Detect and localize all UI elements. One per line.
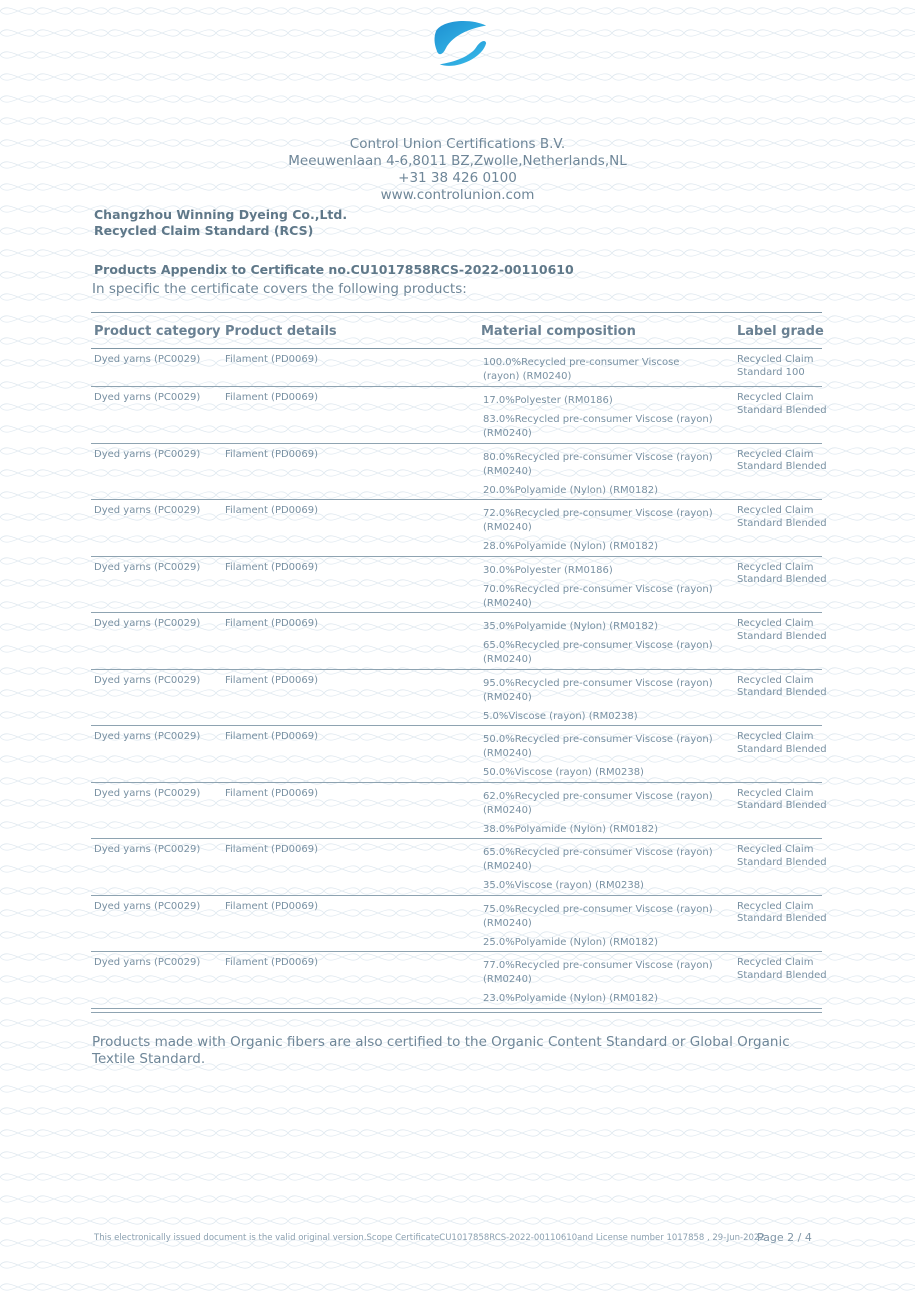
product-details-cell: Filament (PD0069) [225,787,319,799]
organic-note: Products made with Organic fibers are also certified to the Organic Content Standard or Global Organic Textile Standard. [92,1034,790,1067]
product-category-cell: Dyed yarns (PC0029) [94,618,201,629]
material-composition-cell [483,959,718,1011]
material-composition-cell [483,394,718,446]
header-material-composition: Material composition [481,324,636,339]
material-line: 65.0%Recycled pre-consumer Viscose (rayon) (RM0240) [483,640,713,665]
table-row [91,387,827,444]
product-category-cell: Dyed yarns (PC0029) [94,957,201,968]
product-details-cell: Filament (PD0069) [225,505,319,516]
material-line: 77.0%Recycled pre-consumer Viscose (rayon) (RM0240) [483,960,713,985]
company-name: Changzhou Winning Dyeing Co.,Ltd. [94,207,348,222]
material-line: 83.0%Recycled pre-consumer Viscose (rayon) (RM0240) [483,414,713,439]
material-line: 35.0%Polyamide (Nylon) (RM0182) [483,621,659,632]
label-grade-cell: Recycled Claim Standard Blended [737,731,827,755]
table-row [91,839,827,896]
company-block [94,207,347,239]
footer-validity-text: This electronically issued document is the valid original version.Scope CertificateCU1017858RCS-2022-00110610and License number 1017858 , 29-Jun-2022 [94,1233,765,1243]
table-row [91,557,827,614]
material-composition-cell [483,356,718,389]
material-line: 38.0%Polyamide (Nylon) (RM0182) [483,823,659,835]
product-details-cell: Filament (PD0069) [225,392,319,403]
product-category-cell: Dyed yarns (PC0029) [94,505,201,516]
products-table [91,312,827,1013]
product-details-cell: Filament (PD0069) [225,957,319,968]
table-row [91,783,827,840]
material-line: 100.0%Recycled pre-consumer Viscose (rayon) (RM0240) [483,357,680,382]
material-composition-cell [483,733,718,785]
material-line: 28.0%Polyamide (Nylon) (RM0182) [483,541,659,552]
product-category-cell: Dyed yarns (PC0029) [94,844,201,855]
header-product-category: Product category [94,324,221,339]
product-category-cell: Dyed yarns (PC0029) [94,900,201,912]
material-composition-cell [483,790,718,842]
label-grade-cell: Recycled Claim Standard Blended [737,448,827,472]
table-row [91,444,827,501]
material-line: 23.0%Polyamide (Nylon) (RM0182) [483,993,659,1004]
table-bottom-rule [91,1012,822,1013]
product-details-cell: Filament (PD0069) [225,354,319,365]
material-composition-cell [483,677,718,729]
label-grade-cell: Recycled Claim Standard Blended [737,957,827,981]
certifier-website: www.controlunion.com [380,187,535,203]
label-grade-cell: Recycled Claim Standard Blended [737,561,827,585]
product-details-cell: Filament (PD0069) [225,561,319,573]
table-body [91,349,827,1009]
label-grade-cell: Recycled Claim Standard Blended [737,900,827,924]
material-composition-cell [483,564,718,616]
table-row [91,952,827,1009]
table-row [91,613,827,670]
certifier-address-block [0,136,915,204]
label-grade-cell: Recycled Claim Standard Blended [737,392,827,416]
material-composition-cell [483,451,718,503]
appendix-title: Products Appendix to Certificate no.CU1017858RCS-2022-00110610 [94,262,574,277]
product-category-cell: Dyed yarns (PC0029) [94,354,201,365]
material-composition-cell [483,846,718,898]
material-line: 72.0%Recycled pre-consumer Viscose (rayon) (RM0240) [483,508,713,533]
material-line: 75.0%Recycled pre-consumer Viscose (rayon) (RM0240) [483,903,713,929]
label-grade-cell: Recycled Claim Standard Blended [737,505,827,529]
material-line: 35.0%Viscose (rayon) (RM0238) [483,880,644,891]
material-line: 5.0%Viscose (rayon) (RM0238) [483,710,638,722]
product-category-cell: Dyed yarns (PC0029) [94,674,201,686]
product-category-cell: Dyed yarns (PC0029) [94,731,201,742]
material-line: 70.0%Recycled pre-consumer Viscose (rayon) (RM0240) [483,583,713,609]
material-composition-cell [483,507,718,559]
product-details-cell: Filament (PD0069) [225,731,319,742]
header-label-grade: Label grade [737,324,824,339]
material-composition-cell [483,903,718,955]
product-details-cell: Filament (PD0069) [225,674,319,686]
label-grade-cell: Recycled Claim Standard Blended [737,618,827,642]
page-number: Page 2 / 4 [757,1231,812,1244]
certifier-name: Control Union Certifications B.V. [349,136,566,152]
material-line: 25.0%Polyamide (Nylon) (RM0182) [483,936,659,948]
product-details-cell: Filament (PD0069) [225,448,319,460]
material-line: 30.0%Polyester (RM0186) [483,564,613,576]
appendix-intro: In specific the certificate covers the following products: [92,281,467,297]
label-grade-cell: Recycled Claim Standard Blended [737,674,827,698]
table-row [91,349,822,387]
product-category-cell: Dyed yarns (PC0029) [94,787,201,799]
product-details-cell: Filament (PD0069) [225,618,319,629]
table-header [91,313,822,349]
product-category-cell: Dyed yarns (PC0029) [94,392,201,403]
material-line: 95.0%Recycled pre-consumer Viscose (rayon) (RM0240) [483,677,713,703]
product-category-cell: Dyed yarns (PC0029) [94,448,201,460]
material-line: 50.0%Viscose (rayon) (RM0238) [483,767,644,778]
material-line: 20.0%Polyamide (Nylon) (RM0182) [483,484,659,496]
material-line: 62.0%Recycled pre-consumer Viscose (rayon) (RM0240) [483,790,713,816]
table-row [91,726,827,783]
material-line: 80.0%Recycled pre-consumer Viscose (rayon) (RM0240) [483,451,713,477]
material-line: 17.0%Polyester (RM0186) [483,395,613,406]
table-row [91,896,827,953]
table-row [91,670,827,727]
header-product-details: Product details [225,324,337,339]
standard-name: Recycled Claim Standard (RCS) [94,223,314,238]
certifier-phone: +31 38 426 0100 [398,170,517,186]
product-category-cell: Dyed yarns (PC0029) [94,561,201,573]
material-composition-cell [483,620,718,672]
material-line: 65.0%Recycled pre-consumer Viscose (rayon) (RM0240) [483,847,713,872]
label-grade-cell: Recycled Claim Standard Blended [737,787,827,811]
control-union-logo-icon [432,16,490,74]
label-grade-cell: Recycled Claim Standard 100 [737,354,814,378]
material-line: 50.0%Recycled pre-consumer Viscose (rayon) (RM0240) [483,734,713,759]
label-grade-cell: Recycled Claim Standard Blended [737,844,827,868]
certifier-address: Meeuwenlaan 4-6,8011 BZ,Zwolle,Netherlands,NL [288,153,627,169]
product-details-cell: Filament (PD0069) [225,844,319,855]
table-row [91,500,827,557]
product-details-cell: Filament (PD0069) [225,900,319,912]
